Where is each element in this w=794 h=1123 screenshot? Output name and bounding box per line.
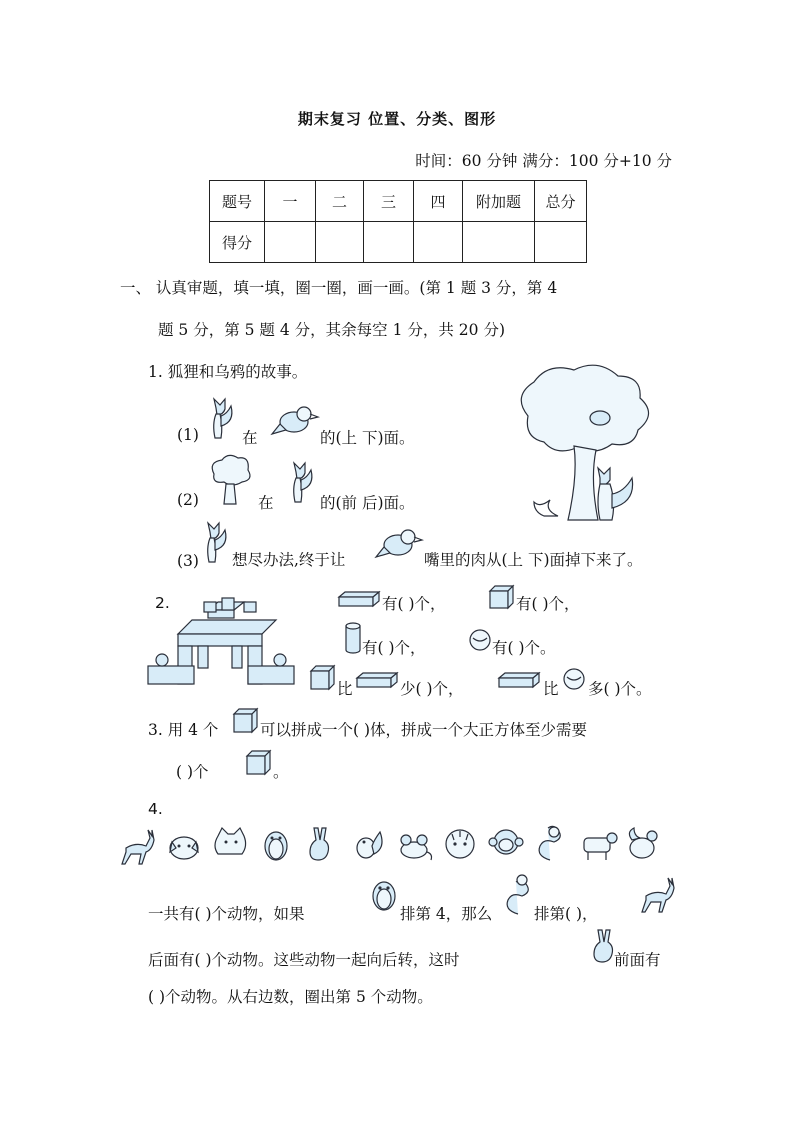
score-table-header-row	[210, 181, 587, 222]
q4-line2-b: 前面有	[614, 951, 661, 969]
q4-line1-b: 排第 4，那么	[400, 905, 493, 923]
q1-title: 1. 狐狸和乌鸦的故事。	[148, 363, 308, 381]
q2-compare-2a: 比	[543, 680, 559, 698]
q4-line1-a: 一共有( )个动物，如果	[148, 905, 305, 923]
q2-sphere-count: 有( )个。	[492, 639, 556, 657]
q4-line2-a: 后面有( )个动物。这些动物一起向后转，这时	[148, 951, 460, 969]
q3-line2-a: ( )个	[176, 763, 209, 781]
q1-p1-rest: 的(上 下)面。	[320, 429, 415, 447]
sphere-icon	[469, 629, 491, 651]
fox-icon	[286, 460, 316, 504]
q1-p2-in: 在	[258, 494, 274, 512]
q1-p1-in: 在	[242, 429, 258, 447]
exam-meta: 时间：60 分钟 满分：100 分+10 分	[415, 152, 672, 170]
page-title: 期末复习 位置、分类、图形	[297, 110, 497, 128]
squirrel-icon[interactable]	[350, 826, 388, 866]
mouse-icon[interactable]	[396, 826, 434, 866]
sphere-icon	[563, 668, 585, 690]
deer-icon[interactable]	[120, 826, 158, 866]
q4-num: 4.	[148, 800, 163, 818]
score-col-1: 一	[265, 181, 316, 222]
q3-line2-b: 。	[273, 763, 289, 781]
q1-p1-num: (1)	[177, 426, 199, 444]
q2-cylinder-count: 有( )个，	[362, 639, 426, 657]
q3-line1-b: 可以拼成一个( )体，拼成一个大正方体至少需要	[260, 721, 588, 739]
score-cell[interactable]	[316, 222, 364, 263]
score-table-score-row	[210, 222, 587, 263]
q1-p3-num: (3)	[177, 552, 199, 570]
tree-icon	[208, 454, 252, 506]
rooster-icon[interactable]	[626, 826, 664, 866]
q4-line1-c: 排第( )，	[534, 905, 598, 923]
crow-icon	[376, 527, 422, 561]
section1-line1: 一、 认真审题，填一填，圈一圈，画一画。(第 1 题 3 分，第 4	[120, 279, 558, 297]
cube-icon	[310, 665, 336, 691]
score-cell[interactable]	[414, 222, 463, 263]
q2-compare-2b: 多( )个。	[588, 680, 652, 698]
score-col-5: 附加题	[463, 181, 535, 222]
cuboid-icon	[498, 672, 540, 688]
q1-p3-b: 嘴里的肉从(上 下)面掉下来了。	[424, 551, 643, 569]
penguin-icon[interactable]	[258, 826, 296, 866]
q4-line3: ( )个动物。从右边数，圈出第 5 个动物。	[148, 988, 433, 1006]
rabbit-icon[interactable]	[304, 826, 342, 866]
crow-icon	[272, 404, 318, 438]
section1-line2: 题 5 分，第 5 题 4 分，其余每空 1 分，共 20 分)	[158, 321, 505, 339]
deer-icon	[640, 876, 674, 916]
fox-crow-tree-illustration	[508, 366, 668, 524]
monkey-icon[interactable]	[488, 826, 526, 866]
q2-num: 2.	[155, 594, 170, 612]
cuboid-icon	[356, 672, 398, 688]
cube-icon	[233, 708, 259, 734]
block-structure-illustration	[148, 596, 296, 686]
cube-icon	[489, 585, 515, 609]
penguin-icon	[370, 876, 398, 912]
snake-icon[interactable]	[534, 826, 572, 866]
score-col-4: 四	[414, 181, 463, 222]
score-cell[interactable]	[463, 222, 535, 263]
tiger-icon[interactable]	[442, 826, 480, 866]
score-table	[209, 180, 587, 263]
q1-p2-num: (2)	[177, 491, 199, 509]
score-row-label: 得分	[210, 222, 265, 263]
q2-cube-count: 有( )个，	[516, 595, 580, 613]
score-cell[interactable]	[535, 222, 587, 263]
score-cell[interactable]	[265, 222, 316, 263]
cylinder-icon	[345, 622, 361, 654]
q2-compare-1b: 少( )个，	[400, 680, 464, 698]
score-header-cell: 题号	[210, 181, 265, 222]
score-col-6: 总分	[535, 181, 587, 222]
q1-p3-a: 想尽办法,终于让	[232, 551, 346, 569]
snake-icon	[504, 874, 534, 916]
fox-icon	[200, 520, 230, 566]
cat-icon[interactable]	[212, 826, 250, 866]
q1-p2-rest: 的(前 后)面。	[320, 494, 415, 512]
dog-icon[interactable]	[166, 826, 204, 866]
score-col-3: 三	[364, 181, 414, 222]
q2-cuboid-count: 有( )个，	[382, 595, 446, 613]
cuboid-icon	[338, 591, 380, 607]
cube-icon	[246, 750, 272, 776]
score-cell[interactable]	[364, 222, 414, 263]
score-col-2: 二	[316, 181, 364, 222]
q2-compare-1a: 比	[337, 680, 353, 698]
cow-icon[interactable]	[580, 826, 618, 866]
q3-line1-a: 3. 用 4 个	[148, 721, 219, 739]
rabbit-icon	[592, 928, 616, 962]
fox-icon	[206, 396, 236, 440]
